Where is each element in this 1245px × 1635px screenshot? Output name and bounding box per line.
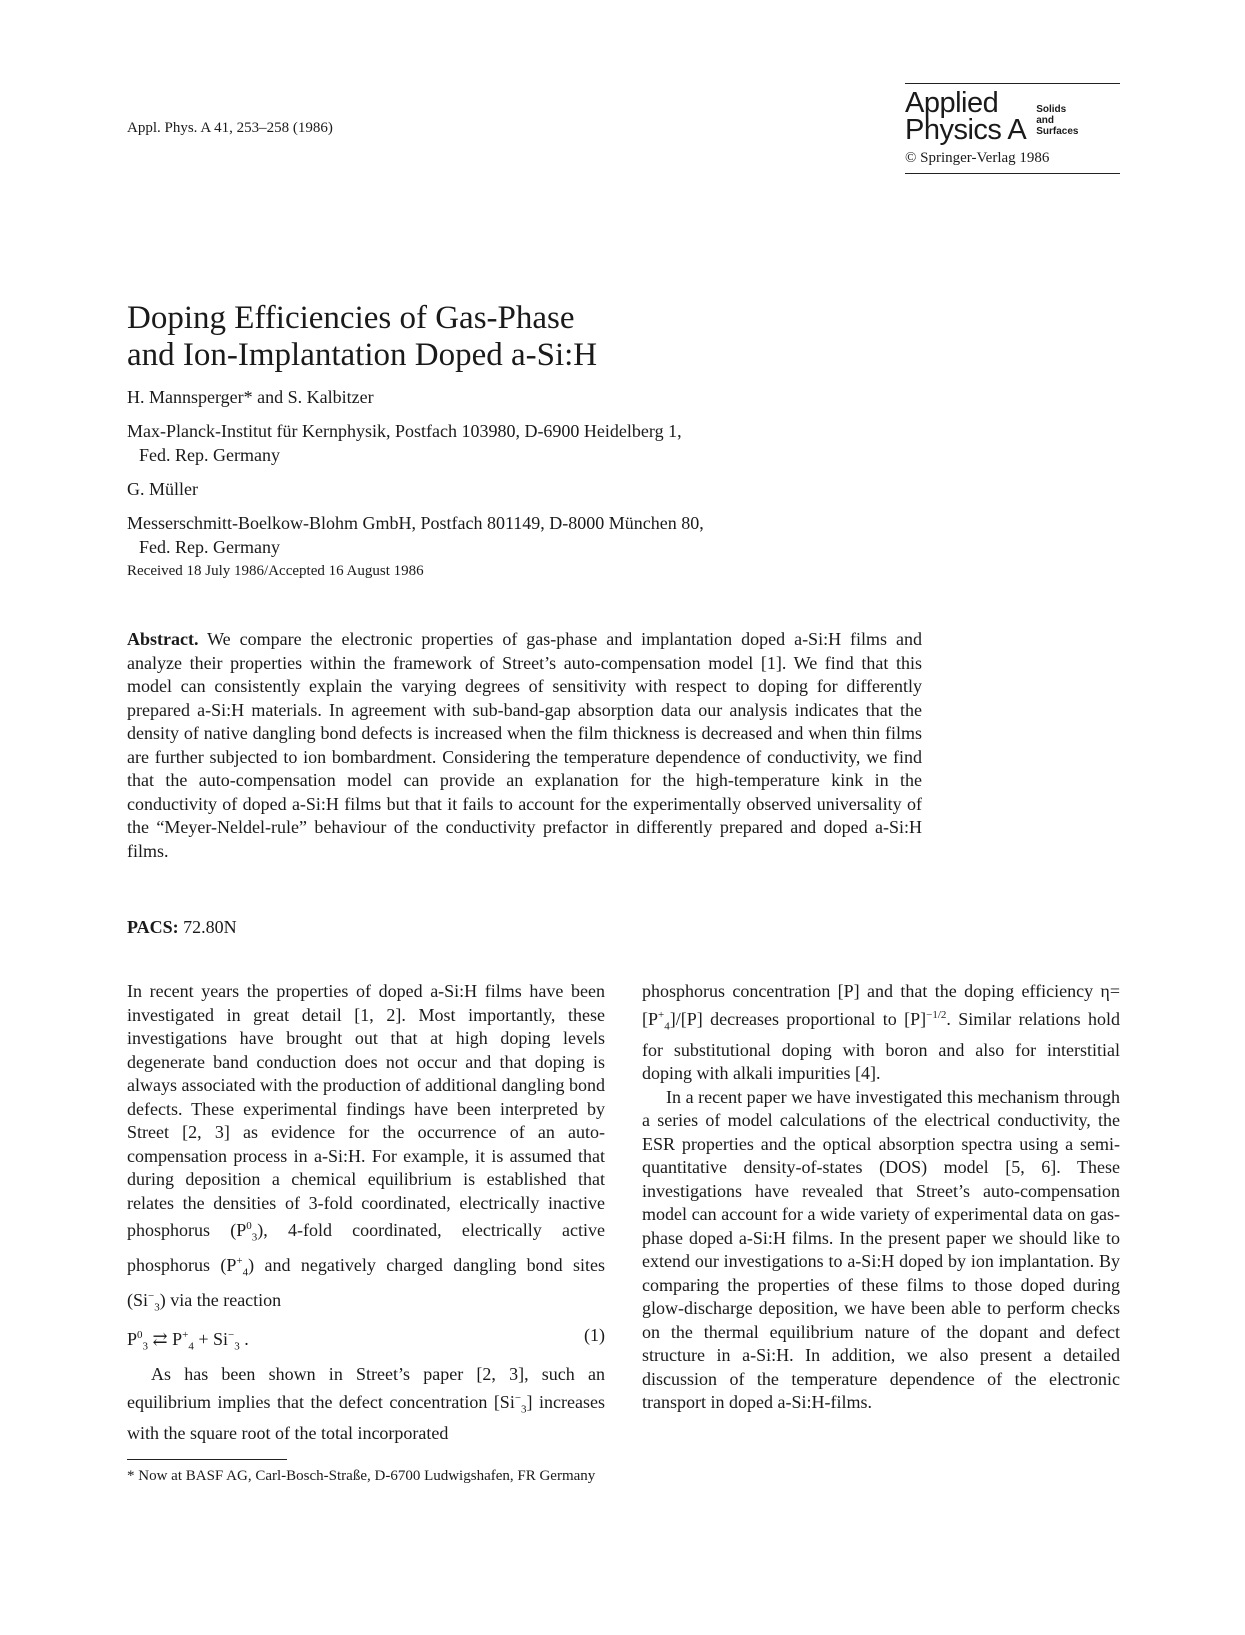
received-dates: Received 18 July 1986/Accepted 16 August 1986 xyxy=(127,563,424,579)
equation-number: (1) xyxy=(584,1325,605,1346)
affiliation-1-line-2: Fed. Rep. Germany xyxy=(139,445,280,465)
pacs-line xyxy=(127,917,237,938)
journal-reference: Appl. Phys. A 41, 253–258 (1986) xyxy=(127,120,333,136)
journal-masthead xyxy=(905,83,1120,174)
equation-body: $P^0_3$ ⇄ $P^+_4 + Si^-_3$ . xyxy=(127,1329,249,1353)
abstract xyxy=(127,628,922,863)
body-left-column xyxy=(127,980,605,1486)
body-right-column xyxy=(642,980,1120,1415)
paragraph-continuation: phosphorus concentration [P] and that the doping efficiency $\eta=[P^+_4]/[P]$ decreases proportional to $[P]^{-1/2}$. Similar relations hold for substitutional doping with boron and also for interstitial doping with alkali impurities [4]. xyxy=(642,981,1120,1084)
authors-group-2: G. Müller xyxy=(127,479,198,499)
abstract-text: We compare the electronic properties of gas-phase and implantation doped a-Si:H films and analyze their properties within the framework of Street’s auto-compensation model [1]. We find that this model can consistently explain the varying degrees of sensitivity with respect to doping for differently prepared a-Si:H materials. In agreement with sub-band-gap absorption data our analysis indicates that the density of native dangling bond defects is increased when the film thickness is decreased and when thin films are further subjected to ion bombardment. Considering the temperature dependence of conductivity, we find that the auto-compensation model can provide an explanation for the high-temperature kink in the conductivity of doped a-Si:H films but that it fails to account for the experimentally observed universality of the “Meyer-Neldel-rule” behaviour of the conductivity prefactor in differently prepared and doped a-Si:H films. xyxy=(127,629,922,861)
masthead-bottom-rule xyxy=(905,173,1120,174)
equation-1 xyxy=(127,1324,605,1359)
journal-section-line1: Solids xyxy=(1036,103,1067,115)
pacs-label: PACS: xyxy=(127,917,179,937)
affiliation-2-line-1: Messerschmitt-Boelkow-Blohm GmbH, Postfach 801149, D-8000 München 80, xyxy=(127,513,704,533)
author-block xyxy=(127,385,1107,583)
footnote: * Now at BASF AG, Carl-Bosch-Straße, D-6700 Ludwigshafen, FR Germany xyxy=(127,1468,596,1485)
journal-section-line3: Surfaces xyxy=(1036,125,1079,137)
journal-section xyxy=(1036,104,1078,137)
journal-logo xyxy=(905,87,1120,146)
title-line-1: Doping Efficiencies of Gas-Phase xyxy=(127,300,575,336)
footnote-rule xyxy=(127,1459,287,1460)
title-line-2: and Ion-Implantation Doped a-Si:H xyxy=(127,337,598,373)
paragraph-intro: In recent years the properties of doped a-Si:H films have been investigated in great detail [1, 2]. Most importantly, these investigations have brought out that at high doping levels degenerate band conduction does not occur and that doping is always associated with the production of additional dangling bond defects. These experimental findings have been interpreted by Street [2, 3] as evidence for the occurrence of an auto-compensation process in a-Si:H. For example, it is assumed that during deposition a chemical equilibrium is established that relates the densities of 3-fold coordinated, electrically inactive phosphorus $(P^0_3)$, 4-fold coordinated, electrically active phosphorus $(P^+_4)$ and negatively charged dangling bond sites $(Si^-_3)$ via the reaction xyxy=(127,981,605,1314)
journal-section-line2: and xyxy=(1036,114,1054,126)
copyright-notice: © Springer-Verlag 1986 xyxy=(905,150,1050,166)
affiliation-1-line-1: Max-Planck-Institut für Kernphysik, Postfach 103980, D-6900 Heidelberg 1, xyxy=(127,421,682,441)
masthead-top-rule xyxy=(905,83,1120,84)
authors-group-1: H. Mannsperger* and S. Kalbitzer xyxy=(127,387,374,407)
journal-name-line1: Applied xyxy=(905,87,999,119)
paragraph-street: As has been shown in Street’s paper [2, 3], such an equilibrium implies that the defect concentration $[Si^-_3]$ increases with the square root of the total incorporated xyxy=(127,1364,605,1443)
pacs-value: 72.80N xyxy=(183,917,237,937)
article-title xyxy=(127,300,1027,374)
journal-name xyxy=(905,87,1027,146)
abstract-label: Abstract. xyxy=(127,629,199,649)
affiliation-2-line-2: Fed. Rep. Germany xyxy=(139,537,280,557)
journal-name-line2: Physics A xyxy=(905,114,1027,146)
paragraph-recent-paper: In a recent paper we have investigated this mechanism through a series of model calculations of the electrical conductivity, the ESR properties and the optical absorption spectra using a semi-quantitative density-of-states (DOS) model [5, 6]. These investigations have revealed that Street’s auto-compensation model can account for a wide variety of experimental data on gas-phase doped a-Si:H films. In the present paper we should like to extend our investigations to a-Si:H doped by ion implantation. By comparing the properties of these films to those doped during glow-discharge deposition, we have been able to perform checks on the thermal equilibrium nature of the dopant and defect structure in a-Si:H. In addition, we also present a detailed discussion of the temperature dependence of the electronic transport in doped a-Si:H-films. xyxy=(642,1086,1120,1413)
